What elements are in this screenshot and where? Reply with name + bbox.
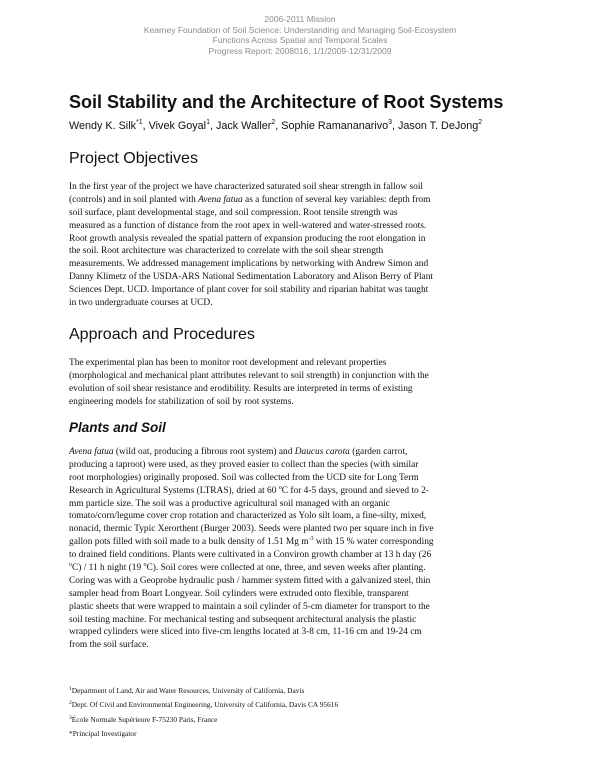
footnote-text: Department of Land, Air and Water Resources, University of California, Davis (71, 686, 305, 695)
text-line: producing a taproot) were used, as they proved easier to collect than the species (with similar (69, 459, 419, 470)
text-line: Avena fatua (wild oat, producing a fibrous root system) and Daucus carota (garden carrot, (69, 447, 408, 457)
text-line: Coring was with a Geoprobe hydraulic push / hammer system fitted with a galvanized steel, thin (69, 575, 431, 586)
footnote-text: École Normale Supérieure F-75230 Paris, France (71, 714, 218, 724)
footnote-mark: 2 (69, 700, 72, 707)
text-line: Research in Agricultural Systems (LTRAS), dried at 60 $^o$C for 4-5 days, ground and sieved to 2- (69, 484, 429, 496)
author-name: Vivek Goyal (148, 120, 207, 132)
text-line: Root growth analysis revealed the spatial pattern of expansion producing the root elongation in (69, 233, 426, 244)
text-line: sampler head from Boart Longyear. Soil cylinders were extruded onto flexible, transparent (69, 588, 409, 599)
footnote-text: Dept. Of Civil and Environmental Engineering, University of California, Davis CA 95616 (71, 700, 339, 710)
text-line: measurements. We addressed management implications by networking with Andrew Simon and (69, 259, 429, 270)
paper-title: Soil Stability and the Architecture of Root Systems (69, 92, 504, 112)
footnote (69, 684, 338, 698)
author-list (69, 120, 482, 132)
text-line: gallon pots filled with soil made to a bulk density of 1.51 Mg $m^{-3}$ with 15 % water corresponding (69, 536, 434, 548)
text-line: nonacid, thermic Typic Xerorthent (Burger 2003). Seeds were planted two per square inch in five (69, 524, 434, 535)
approach-paragraph (69, 357, 531, 409)
report-header (0, 14, 600, 56)
objectives-paragraph (69, 181, 531, 310)
author-name: Jack Waller (215, 120, 272, 132)
text-line: in two undergraduate courses at UCD. (69, 298, 213, 309)
author-affiliation-mark: 2 (478, 119, 483, 126)
footnote-mark: 3 (69, 714, 72, 721)
plants-soil-paragraph (69, 446, 531, 652)
subsection-heading-plants-soil: Plants and Soil (69, 420, 166, 435)
text-line: plastic sheets that were wrapped to maintain a soil cylinder of 5-cm diameter for transport to the (69, 601, 430, 612)
footnote (69, 727, 338, 741)
author-affiliation-mark: 1 (206, 119, 210, 126)
text-line: (morphological and mechanical plant attributes relevant to soil strength) in conjunction with the (69, 370, 429, 381)
text-line: engineering models for stabilization of soil by root systems. (69, 396, 294, 407)
header-line-1: 2006-2011 Mission (264, 14, 336, 24)
text-line: Sciences Dept. UCD. Importance of plant cover for soil stability and riparian habitat was taught (69, 285, 429, 296)
text-line: $^o$C) / 11 h night (19 $^o$C). Soil cores were collected at one, three, and seven weeks after planting. (69, 562, 426, 574)
text-line: the soil. Root architecture was characterized to correlate with the soil shear strength (69, 246, 384, 257)
text-line: soil testing machine. For mechanical testing and subsequent architectural analysis the plastic (69, 614, 417, 625)
footnote (69, 713, 338, 727)
header-line-4: Progress Report: 2008016, 1/1/2009-12/31/2009 (208, 45, 392, 56)
text-line: Danny Klimetz of the USDA-ARS National Sedimentation Laboratory and Alison Berry of Plant (69, 272, 433, 283)
author-separator: , (209, 120, 216, 132)
footnote (69, 698, 338, 712)
footnote-mark: 1 (69, 686, 72, 692)
text-line: soil surface, plant developmental stage, and soil compression. Root tensile strength was (69, 207, 398, 218)
header-line-3: Functions Across Spatial and Temporal Scales (212, 35, 388, 45)
author-separator: , (392, 120, 399, 132)
text-line: evolution of soil shear resistance and erodibility. Results are interpreted in terms of existing (69, 383, 413, 394)
text-line: (controls) and in soil planted with Avena fatua as a function of several key variables: depth from (69, 194, 431, 205)
text-line: to drained field conditions. Plants were cultivated in a Conviron growth chamber at 13 h day (26 (69, 550, 432, 561)
author-separator: , (142, 120, 149, 132)
author-name: Sophie Ramananarivo (281, 120, 389, 132)
text-line: measured as a function of distance from the root apex in well-watered and water-stressed roots. (69, 220, 427, 231)
text-line: root morphologies) originally proposed. Soil was collected from the UCD site for Long Term (69, 472, 419, 483)
author-separator: , (275, 120, 282, 132)
footnote-text: *Principal Investigator (69, 728, 137, 738)
author-name: Jason T. DeJong (398, 120, 479, 132)
section-heading-objectives: Project Objectives (69, 150, 198, 167)
text-line: from the soil surface. (69, 640, 149, 651)
text-line: mm particle size. The soil was a productive agricultural soil managed with an organic (69, 498, 390, 509)
footnotes (69, 684, 338, 741)
author-affiliation-mark: 2 (271, 119, 276, 126)
header-line-2: Kearney Foundation of Soil Science: Understanding and Managing Soil-Ecosystem (143, 24, 457, 35)
text-line: tomato/corn/legume cover crop rotation and characterized as Yolo silt loam, a fine-silty, mixed, (69, 511, 427, 522)
author-affiliation-mark: *1 (136, 119, 143, 126)
author-name: Wendy K. Silk (69, 120, 137, 132)
text-line: The experimental plan has been to monitor root development and relevant properties (69, 358, 387, 368)
author-affiliation-mark: 3 (388, 119, 393, 126)
section-heading-approach: Approach and Procedures (69, 326, 255, 343)
text-line: wrapped cylinders were sliced into five-cm lengths located at 3-8 cm, 11-16 cm and 19-24 cm (69, 627, 422, 638)
text-line: In the first year of the project we have characterized saturated soil shear strength in fallow soil (69, 182, 424, 192)
